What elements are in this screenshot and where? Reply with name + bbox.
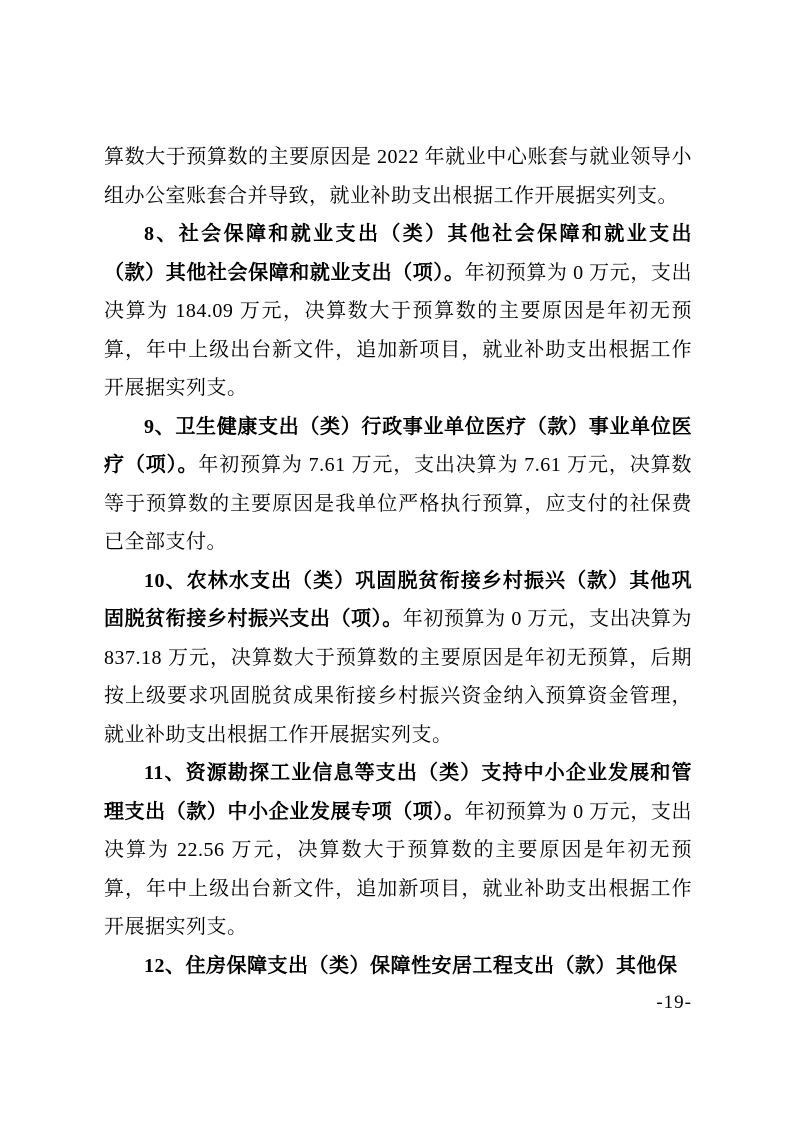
item-9-paragraph <box>104 408 692 562</box>
text-segment-heading: 8、社会保障和就业支出（类）其他社会保障和就业支出（款）其他社会保障和就业支出（项）。 <box>104 223 692 284</box>
text-segment-heading: 11、资源勘探工业信息等支出（类）支持中小企业发展和管理支出（款）中小企业发展专项（项）。 <box>104 762 692 823</box>
item-8-paragraph <box>104 215 692 408</box>
item-12-paragraph <box>104 947 692 986</box>
text-segment-heading: 10、农林水支出（类）巩固脱贫衔接乡村振兴（款）其他巩固脱贫衔接乡村振兴支出（项）。 <box>104 569 692 630</box>
text-segment-body: 算数大于预算数的主要原因是 2022 年就业中心账套与就业领导小组办公室账套合并导致，就业补助支出根据工作开展据实列支。 <box>104 146 692 207</box>
item-11-paragraph <box>104 754 692 947</box>
text-segment-body: 年初预算为 0 万元，支出决算为 837.18 万元，决算数大于预算数的主要原因是年初无预算，后期按上级要求巩固脱贫成果衔接乡村振兴资金纳入预算资金管理，就业补助支出根据工作开展据实列支。 <box>104 608 693 746</box>
text-segment-body: 年初预算为 0 万元，支出决算为 184.09 万元，决算数大于预算数的主要原因是年初无预算，年中上级出台新文件，追加新项目，就业补助支出根据工作开展据实列支。 <box>104 261 693 399</box>
text-segment-body: 年初预算为 7.61 万元，支出决算为 7.61 万元，决算数等于预算数的主要原因是我单位严格执行预算，应支付的社保费已全部支付。 <box>104 454 693 553</box>
page-number: -19- <box>656 992 692 1013</box>
text-segment-body: 年初预算为 0 万元，支出决算为 22.56 万元，决算数大于预算数的主要原因是年初无预算，年中上级出台新文件，追加新项目，就业补助支出根据工作开展据实列支。 <box>104 800 693 938</box>
text-segment-heading: 12、住房保障支出（类）保障性安居工程支出（款）其他保 <box>144 954 678 977</box>
text-segment-heading: 9、卫生健康支出（类）行政事业单位医疗（款）事业单位医疗（项）。 <box>104 415 692 476</box>
continuation-paragraph <box>104 138 692 215</box>
item-10-paragraph <box>104 562 692 755</box>
document-body-text <box>104 138 692 985</box>
